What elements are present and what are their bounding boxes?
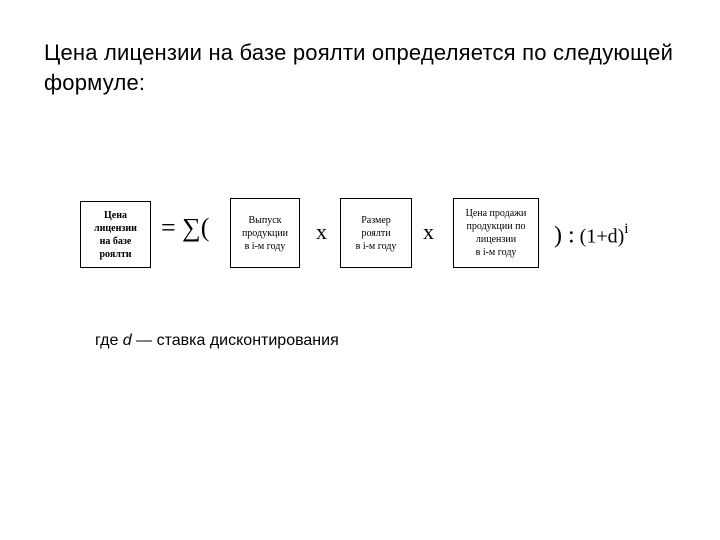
multiply-operator-1: х: [316, 219, 327, 244]
discount-divisor: [554, 218, 628, 250]
output-volume-label: Выпуск продукции в i-м году: [241, 214, 289, 252]
license-price-box: [80, 201, 151, 268]
slide-title: Цена лицензии на базе роялти определяется по следующей формуле:: [44, 40, 674, 95]
discount-exponent: i: [624, 221, 629, 237]
discount-rate-note: [95, 331, 339, 351]
sale-price-box: [453, 198, 539, 268]
note-suffix: — ставка дисконтирования: [131, 332, 339, 349]
output-volume-box: [230, 198, 300, 268]
discount-base: (1+d): [579, 225, 625, 248]
royalty-size-label: Размер роялти в i-м году: [355, 214, 397, 252]
close-paren-colon: ) :: [554, 222, 575, 249]
note-prefix: где: [95, 332, 123, 349]
equals-sum-operator: = ∑(: [161, 213, 210, 242]
multiply-operator-2: х: [423, 219, 434, 244]
sale-price-label: Цена продажи продукции по лицензии в i-м году: [465, 208, 527, 258]
license-price-label: Цена лицензии на базе роялти: [94, 209, 137, 260]
note-variable: d: [122, 332, 132, 349]
royalty-size-box: [340, 198, 412, 268]
